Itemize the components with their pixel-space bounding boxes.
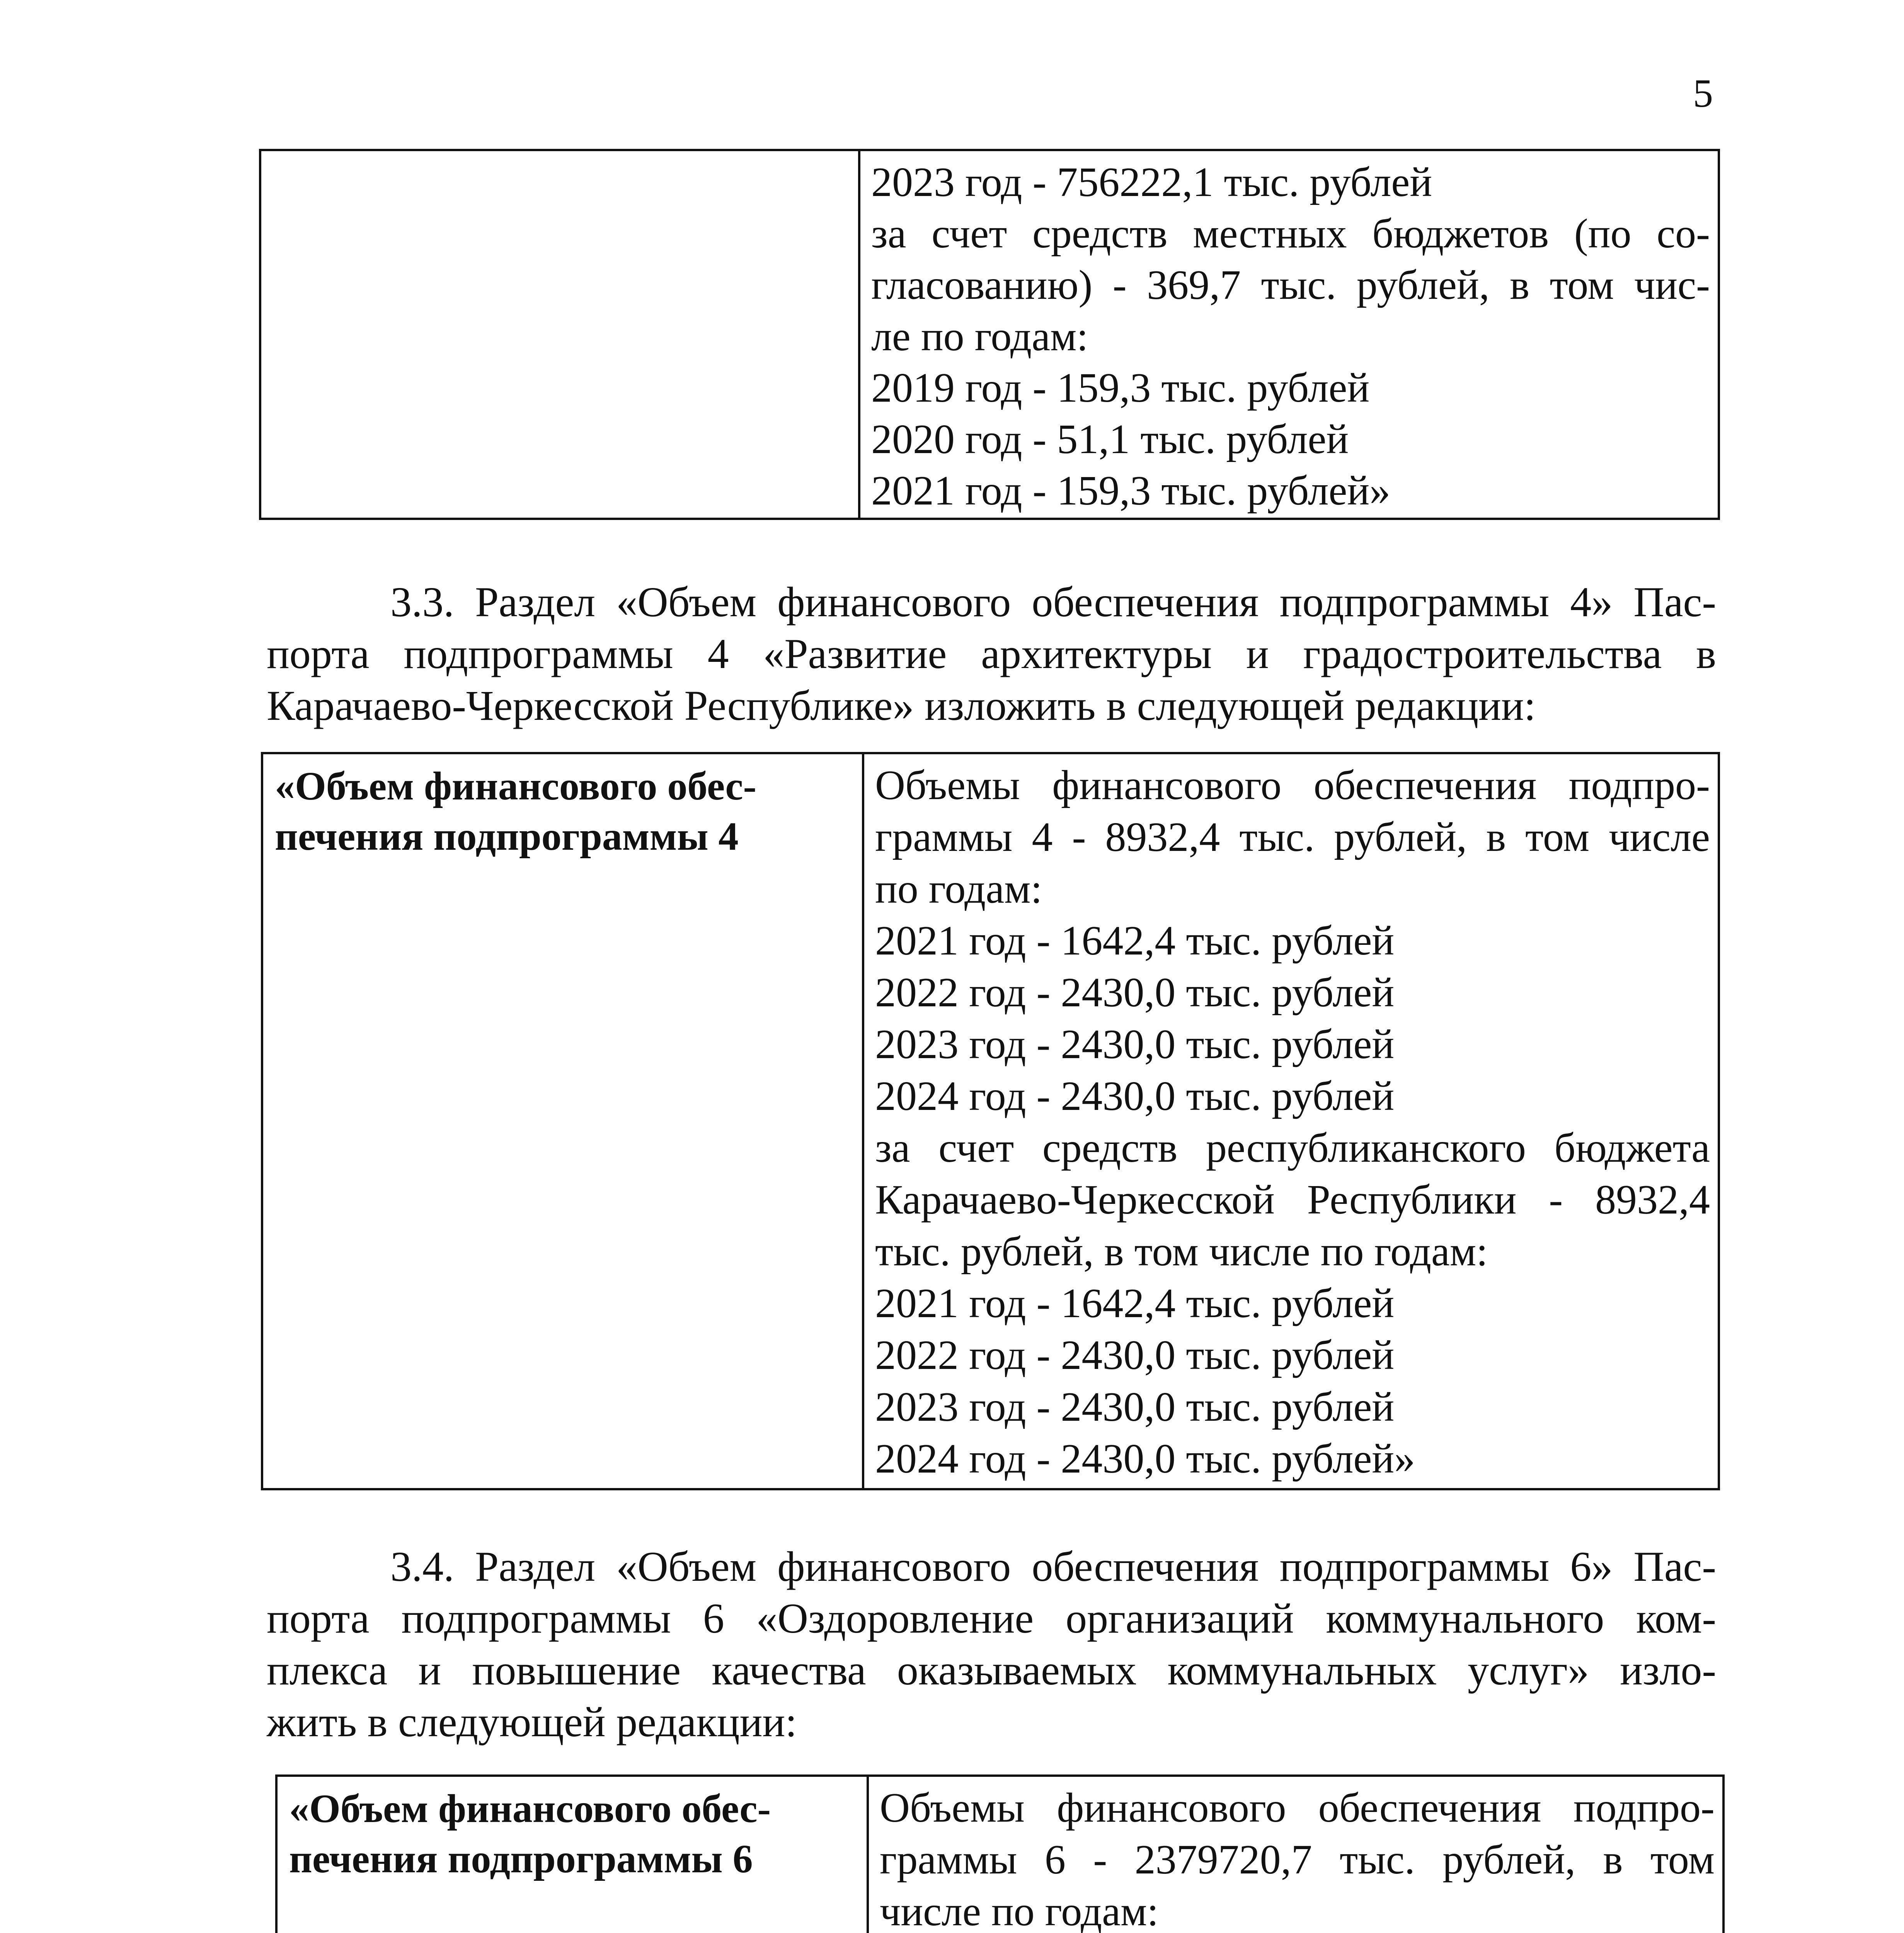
table-line: 2020 год - 51,1 тыс. рублей bbox=[871, 416, 1349, 462]
table-left-cell-title bbox=[278, 1777, 869, 1933]
table-line: 2023 год - 2430,0 тыс. рублей bbox=[875, 1384, 1395, 1430]
table-line: 2021 год - 1642,4 тыс. рублей bbox=[875, 1280, 1395, 1326]
table-left-line: «Объем финансового обес- bbox=[275, 764, 757, 808]
table-left-cell-empty bbox=[261, 151, 860, 518]
table-line: 2023 год - 756222,1 тыс. рублей bbox=[871, 159, 1432, 205]
table-line: 2021 год - 1642,4 тыс. рублей bbox=[875, 918, 1395, 964]
table-line: числе по годам: bbox=[880, 1889, 1159, 1933]
table-line: тыс. рублей, в том числе по годам: bbox=[875, 1229, 1488, 1275]
paragraph-3-4 bbox=[267, 1541, 1716, 1748]
table-left-line: печения подпрограммы 4 bbox=[275, 814, 739, 859]
table-line: граммы 6 - 2379720,7 тыс. рублей, в том bbox=[880, 1837, 1715, 1883]
table-line: Объемы финансового обеспечения подпро- bbox=[880, 1785, 1715, 1831]
funding-table-continuation bbox=[259, 149, 1720, 520]
table-line: 2019 год - 159,3 тыс. рублей bbox=[871, 365, 1370, 411]
paragraph-3-3 bbox=[267, 576, 1716, 731]
paragraph-line: порта подпрограммы 4 «Развитие архитектуры и градостроительства в bbox=[267, 630, 1716, 677]
paragraph-line: жить в следующей редакции: bbox=[267, 1698, 797, 1745]
table-line: 2024 год - 2430,0 тыс. рублей» bbox=[875, 1436, 1415, 1482]
table-line: Карачаево-Черкесской Республики - 8932,4 bbox=[875, 1177, 1710, 1223]
table-line: 2024 год - 2430,0 тыс. рублей bbox=[875, 1073, 1395, 1119]
table-line: гласованию) - 369,7 тыс. рублей, в том чис- bbox=[871, 262, 1710, 308]
table-right-cell bbox=[864, 754, 1718, 1488]
table-left-cell-title bbox=[263, 754, 864, 1488]
table-line: Объемы финансового обеспечения подпро- bbox=[875, 762, 1710, 808]
table-line: 2021 год - 159,3 тыс. рублей» bbox=[871, 468, 1391, 514]
funding-table-subprogram-4 bbox=[261, 752, 1720, 1490]
table-line: 2022 год - 2430,0 тыс. рублей bbox=[875, 1332, 1395, 1378]
paragraph-line: плекса и повышение качества оказываемых коммунальных услуг» изло- bbox=[267, 1647, 1716, 1694]
table-left-line: «Объем финансового обес- bbox=[289, 1786, 771, 1831]
table-line: по годам: bbox=[875, 866, 1042, 912]
table-line: 2023 год - 2430,0 тыс. рублей bbox=[875, 1021, 1395, 1067]
table-left-line: печения подпрограммы 6 bbox=[289, 1837, 753, 1881]
paragraph-line: порта подпрограммы 6 «Оздоровление организаций коммунального ком- bbox=[267, 1595, 1716, 1642]
paragraph-line: 3.4. Раздел «Объем финансового обеспечения подпрограммы 6» Пас- bbox=[390, 1543, 1716, 1590]
page-number: 5 bbox=[1693, 71, 1713, 116]
table-right-cell bbox=[860, 151, 1718, 518]
table-line: за счет средств республиканского бюджета bbox=[875, 1125, 1710, 1171]
table-line: ле по годам: bbox=[871, 314, 1088, 360]
table-line: за счет средств местных бюджетов (по со- bbox=[871, 211, 1710, 257]
table-line: 2022 год - 2430,0 тыс. рублей bbox=[875, 970, 1395, 1016]
table-line: граммы 4 - 8932,4 тыс. рублей, в том числе bbox=[875, 814, 1710, 860]
paragraph-line: 3.3. Раздел «Объем финансового обеспечения подпрограммы 4» Пас- bbox=[390, 578, 1716, 626]
paragraph-line: Карачаево-Черкесской Республике» изложить в следующей редакции: bbox=[267, 682, 1536, 729]
funding-table-subprogram-6 bbox=[275, 1774, 1725, 1933]
table-right-cell bbox=[869, 1777, 1722, 1933]
